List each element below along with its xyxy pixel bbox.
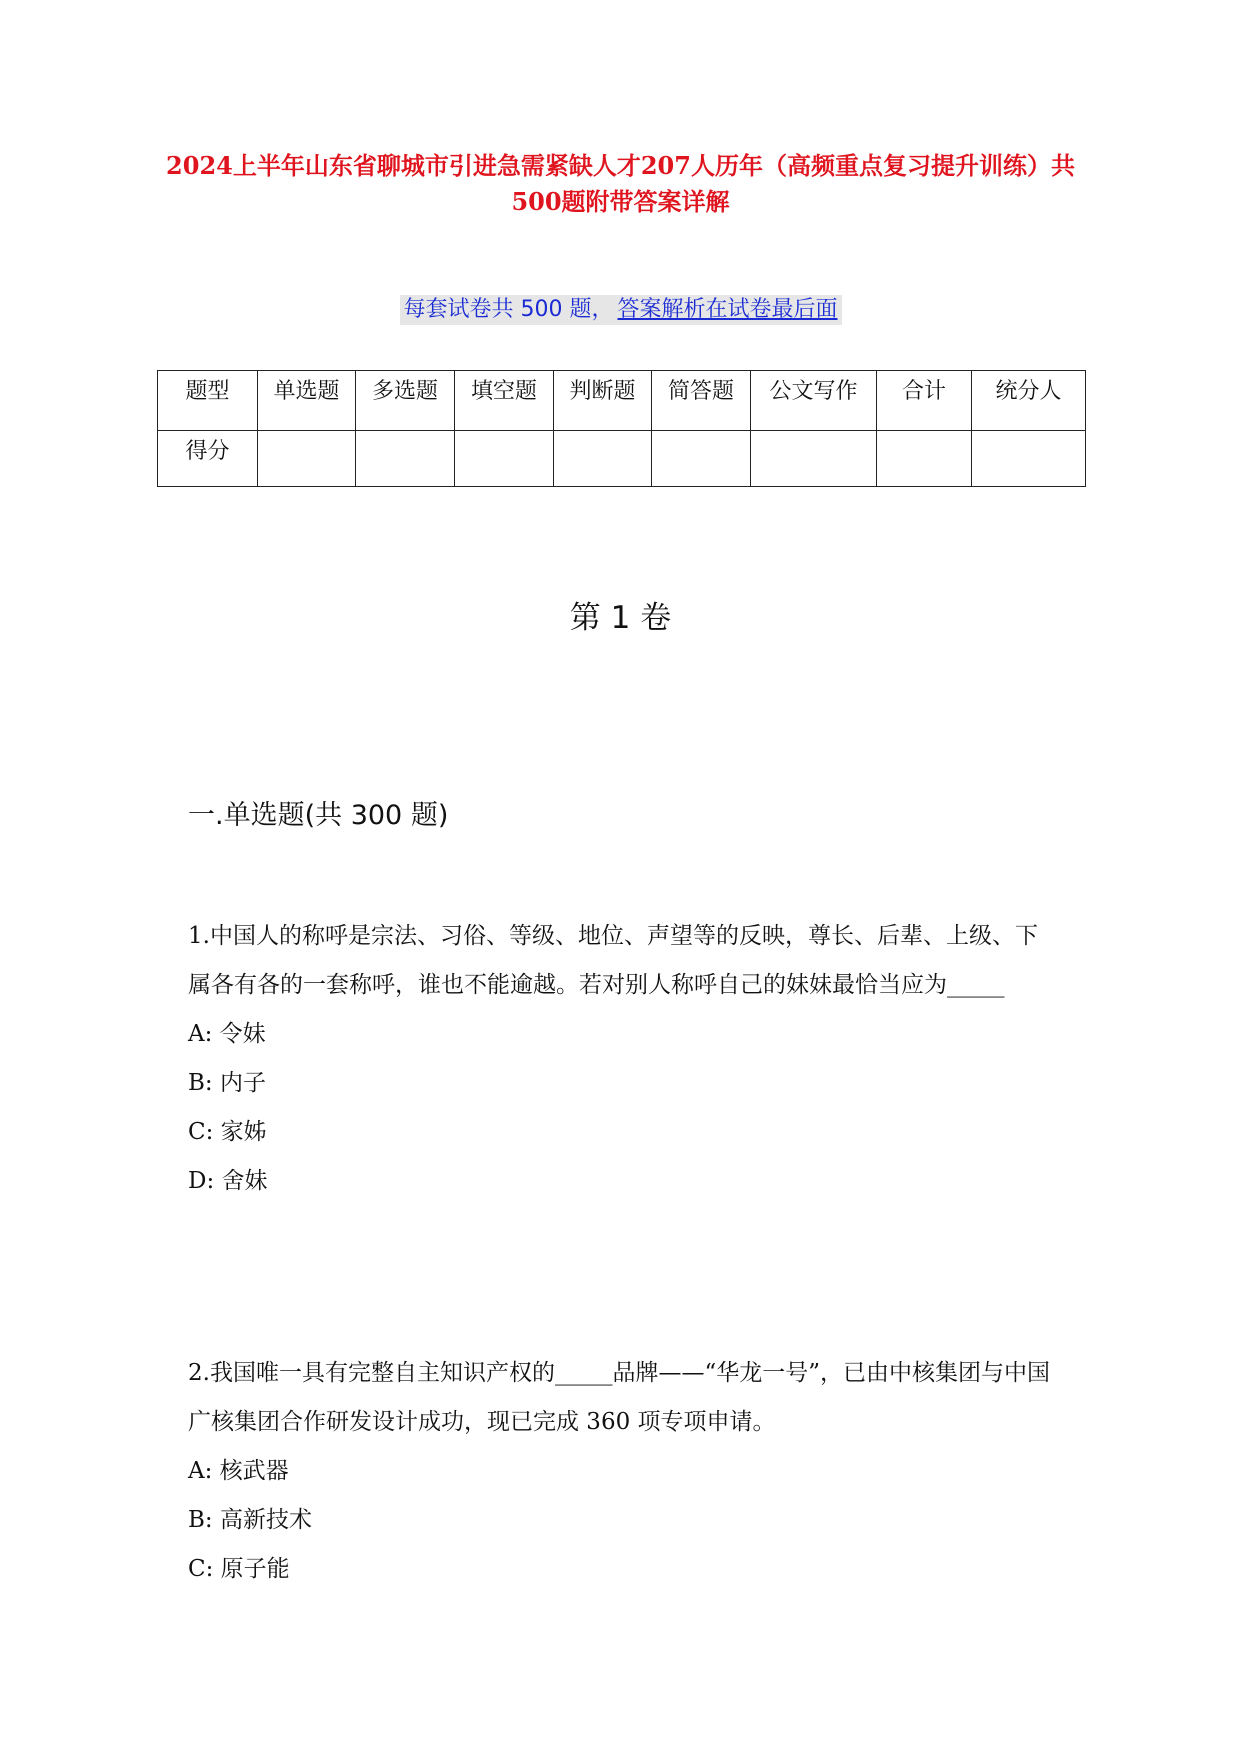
question-item (188, 1349, 1058, 1594)
volume-title: 第 1 卷 (569, 600, 672, 636)
notice-line (0, 292, 1241, 323)
score-cell (652, 431, 751, 487)
notice-text: 每套试卷共 500 题， (402, 295, 616, 325)
score-table-header-row (158, 371, 1086, 431)
header-cell-multiple-choice: 多选题 (356, 371, 455, 431)
header-cell-fill-blank: 填空题 (455, 371, 554, 431)
header-cell-total: 合计 (877, 371, 972, 431)
score-table (157, 370, 1086, 487)
document-title: 2024上半年山东省聊城市引进急需紧缺人才207人历年（高频重点复习提升训练）共500题附带答案详解 (166, 151, 1075, 216)
header-cell-single-choice: 单选题 (258, 371, 356, 431)
score-cell (356, 431, 455, 487)
question-text: 1.中国人的称呼是宗法、习俗、等级、地位、声望等的反映，尊长、后辈、上级、下属各有各的一套称呼，谁也不能逾越。若对别人称呼自己的妹妹最恰当应为_____ (188, 923, 1038, 998)
score-row-label: 得分 (158, 431, 258, 487)
score-cell (972, 431, 1086, 487)
header-cell-short-answer: 简答题 (652, 371, 751, 431)
option-b: B: 高新技术 (188, 1507, 312, 1533)
option-c: C: 原子能 (188, 1556, 290, 1582)
notice-answer-location: 答案解析在试卷最后面 (615, 295, 839, 325)
score-cell (751, 431, 877, 487)
option-b: B: 内子 (188, 1070, 266, 1096)
score-table-score-row (158, 431, 1086, 487)
score-cell (554, 431, 652, 487)
header-cell-official-writing: 公文写作 (751, 371, 877, 431)
option-d: D: 舍妹 (188, 1168, 268, 1194)
option-c: C: 家姊 (188, 1119, 267, 1145)
option-a: A: 令妹 (188, 1021, 266, 1047)
question-item (188, 912, 1058, 1206)
score-cell (877, 431, 972, 487)
header-cell-true-false: 判断题 (554, 371, 652, 431)
section-title: 一.单选题(共 300 题) (188, 800, 449, 831)
score-cell (455, 431, 554, 487)
question-text: 2.我国唯一具有完整自主知识产权的_____品牌——“华龙一号”，已由中核集团与中国广核集团合作研发设计成功，现已完成 360 项专项申请。 (188, 1360, 1050, 1435)
option-a: A: 核武器 (188, 1458, 289, 1484)
header-cell-scorer: 统分人 (972, 371, 1086, 431)
header-cell-type: 题型 (158, 371, 258, 431)
score-cell (258, 431, 356, 487)
